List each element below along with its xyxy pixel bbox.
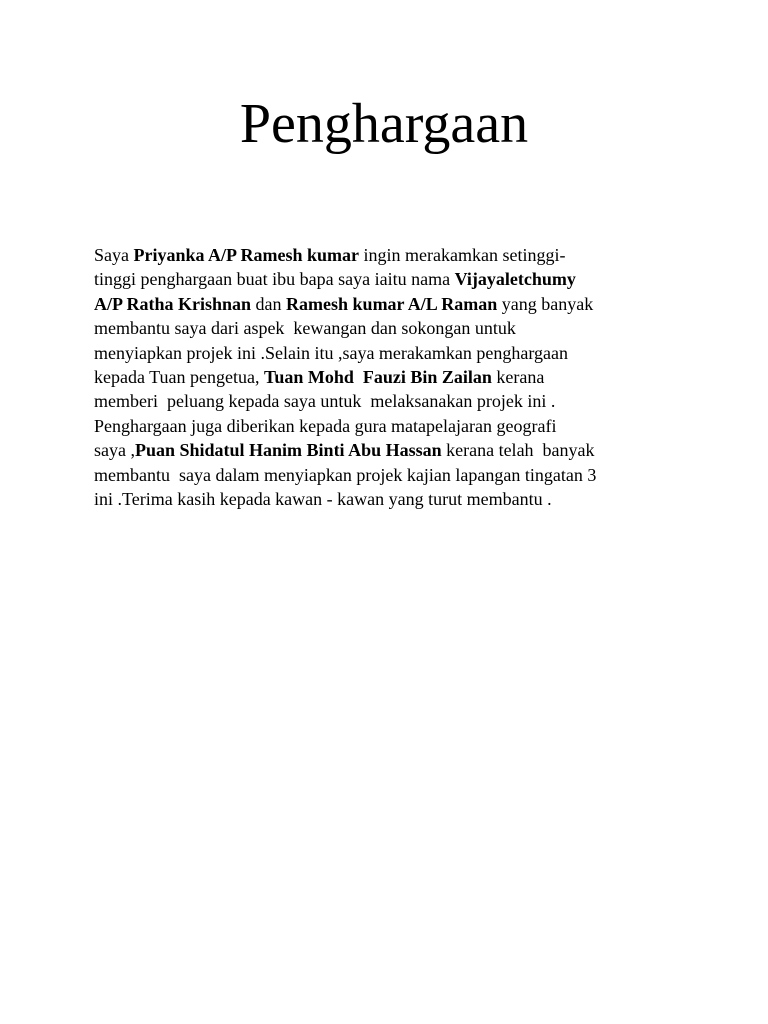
text-run: ini .Terima kasih kepada kawan - kawan yang turut membantu . xyxy=(94,489,552,510)
text-line xyxy=(94,389,684,413)
text-line xyxy=(94,463,684,487)
text-line xyxy=(94,487,684,511)
bold-name-text: Puan Shidatul Hanim Binti Abu Hassan xyxy=(134,440,442,461)
text-line xyxy=(94,341,684,365)
text-run: Penghargaan juga diberikan kepada gura matapelajaran geografi xyxy=(94,415,557,436)
text-line xyxy=(94,292,684,316)
text-run: Saya xyxy=(94,245,134,265)
text-run: membantu saya dari aspek kewangan dan sokongan untuk xyxy=(94,318,516,339)
text-line xyxy=(94,243,684,267)
bold-name-text: A/P Ratha Krishnan xyxy=(94,293,252,314)
bold-name-text: Ramesh kumar A/L Raman xyxy=(286,293,498,314)
text-run: kepada Tuan pengetua, xyxy=(94,367,264,388)
text-run: kerana telah banyak xyxy=(441,440,595,461)
text-run: ingin merakamkan setinggi- xyxy=(359,245,566,265)
text-run: menyiapkan projek ini .Selain itu ,saya merakamkan penghargaan xyxy=(94,342,569,363)
text-run: kerana xyxy=(491,367,545,388)
text-run: membantu saya dalam menyiapkan projek kajian lapangan tingatan 3 xyxy=(94,464,597,485)
bold-name-text: Vijayaletchumy xyxy=(454,269,576,290)
text-run: dan xyxy=(251,293,287,314)
text-run: memberi peluang kepada saya untuk melaksanakan projek ini . xyxy=(94,391,556,412)
text-run: saya , xyxy=(94,440,135,461)
bold-name-text: Priyanka A/P Ramesh kumar xyxy=(133,245,360,265)
text-line xyxy=(94,438,684,462)
text-line xyxy=(94,414,684,438)
text-line xyxy=(94,267,684,291)
acknowledgement-paragraph xyxy=(94,243,684,511)
text-line xyxy=(94,365,684,389)
page-title: Penghargaan xyxy=(239,93,529,155)
text-line xyxy=(94,316,684,340)
text-run: tinggi penghargaan buat ibu bapa saya iaitu nama xyxy=(94,269,455,290)
text-run: yang banyak xyxy=(497,293,594,314)
bold-name-text: Tuan Mohd Fauzi Bin Zailan xyxy=(263,367,492,388)
